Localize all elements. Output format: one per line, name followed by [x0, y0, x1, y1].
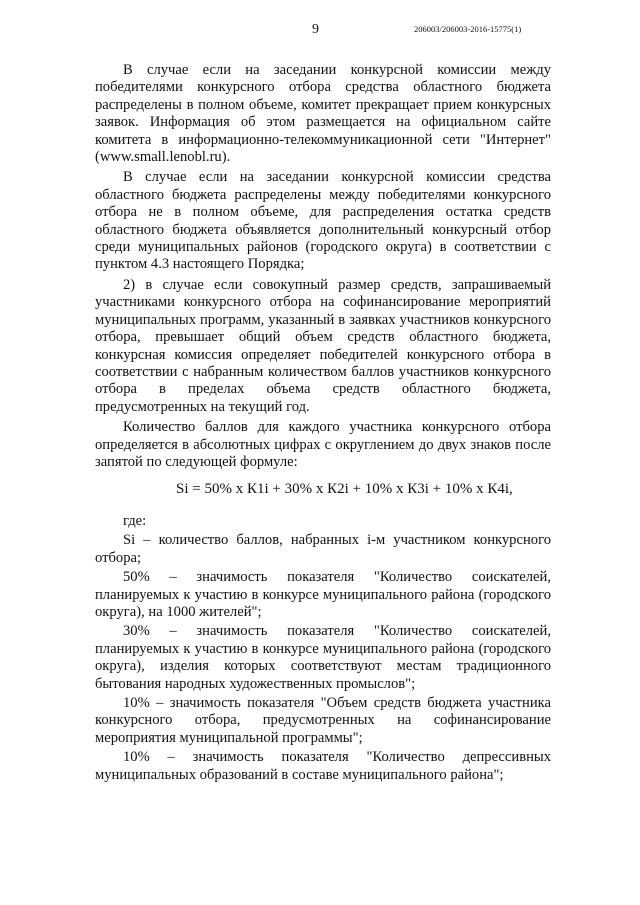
page-number: 9	[312, 22, 319, 37]
body-text-lower	[95, 513, 551, 784]
paragraph-si-definition: Si – количество баллов, набранных i-м участником конкурсного отбора;	[95, 532, 551, 566]
paragraph-10-percent-budget: 10% – значимость показателя "Объем средств бюджета участника конкурсного отбора, предусмотренных на софинансирование мероприятия муниципальной программы";	[95, 695, 551, 746]
paragraph-10-percent-depressive: 10% – значимость показателя "Количество депрессивных муниципальных образований в составе муниципального района";	[95, 749, 551, 783]
paragraph-budget-fully-distributed: В случае если на заседании конкурсной комиссии между победителями конкурсного отбора средства областного бюджета распределены в полном объеме, комитет прекращает прием конкурсных заявок. Информация об этом размещается на официальном сайте комитета в информационно-телекоммуникационной сети "Интернет" (www.small.lenobl.ru).	[95, 62, 551, 166]
document-id: 206003/206003-2016-15775(1)	[414, 24, 522, 34]
paragraph-points-calculation: Количество баллов для каждого участника конкурсного отбора определяется в абсолютных цифрах с округлением до двух знаков после запятой по следующей формуле:	[95, 419, 551, 470]
paragraph-30-percent: 30% – значимость показателя "Количество соискателей, планируемых к участию в конкурсе муниципального района (городского округа), изделия которых соответствуют местам традиционного бытования народных художественных промыслов";	[95, 623, 551, 692]
body-text-upper	[95, 62, 551, 471]
paragraph-where: где:	[123, 513, 147, 529]
paragraph-item-2: 2) в случае если совокупный размер средств, запрашиваемый участниками конкурсного отбора на софинансирование мероприятий муниципальных программ, указанный в заявках участников конкурсного отбора, превышает общий объем средств областного бюджета, конкурсная комиссия определяет победителей конкурсного отбора в соответствии с набранным количеством баллов участников конкурсного отбора в пределах объема средств областного бюджета, предусмотренных на текущий год.	[95, 276, 551, 415]
score-formula: Si = 50% х К1i + 30% х К2i + 10% х К3i + 10% х К4i,	[176, 481, 513, 497]
paragraph-50-percent: 50% – значимость показателя "Количество соискателей, планируемых к участию в конкурсе муниципального района (городского округа), на 1000 жителей";	[95, 569, 551, 621]
paragraph-budget-not-fully-distributed: В случае если на заседании конкурсной комиссии средства областного бюджета распределены между победителями конкурсного отбора не в полном объеме, для распределения остатка средств областного бюджета объявляется дополнительный конкурсный отбор среди муниципальных районов (городского округа) в соответствии с пунктом 4.3 настоящего Порядка;	[95, 169, 551, 273]
